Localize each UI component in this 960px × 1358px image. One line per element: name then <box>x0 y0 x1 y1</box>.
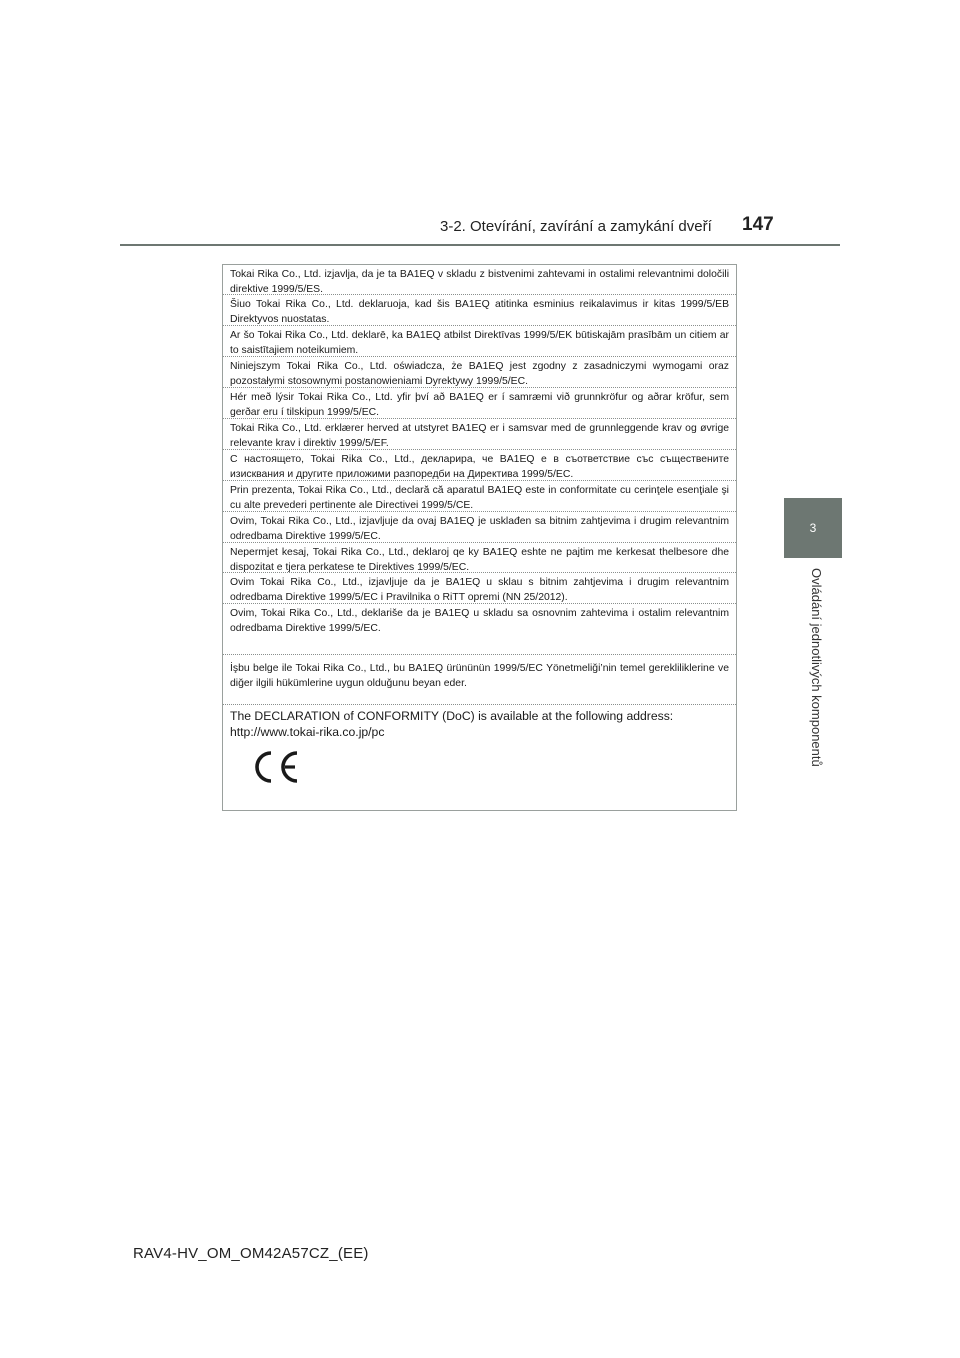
declaration-text: Nepermjet kesaj, Tokai Rika Co., Ltd., deklaroj qe ky BA1EQ eshte ne pajtim me kerkesat thelbesore dhe dispozitat e tjera perkatese te Direktives 1999/5/EC. <box>230 547 729 573</box>
ce-mark-icon <box>247 749 303 785</box>
page-number: 147 <box>742 214 774 235</box>
section-title: 3-2. Otevírání, zavírání a zamykání dveří <box>440 218 712 235</box>
declaration-row <box>223 604 736 655</box>
declaration-text: С настоящето, Tokai Rika Co., Ltd., декларира, че BA1EQ е в съответствие със съществените изисквания и другите приложими разпоредби на Директива 1999/5/EC. <box>230 454 729 481</box>
declaration-row <box>223 265 736 295</box>
declaration-row <box>223 388 736 419</box>
document-code: RAV4-HV_OM_OM42A57CZ_(EE) <box>133 1245 369 1262</box>
chapter-tab <box>784 498 842 558</box>
declaration-row <box>223 512 736 543</box>
declaration-text: Ovim Tokai Rika Co., Ltd., izjavljuje da je BA1EQ u sklau s bitnim zahtjevima i drugim relevantnim odredbama Direktive 1999/5/EC i Pravilnika o RiTT opremi (NN 25/2012). <box>230 577 729 604</box>
doc-notice-url: http://www.tokai-rika.co.jp/pc <box>230 725 385 739</box>
doc-notice-text: The DECLARATION of CONFORMITY (DoC) is available at the following address: <box>230 709 674 723</box>
declaration-text: Šiuo Tokai Rika Co., Ltd. deklaruoja, kad šis BA1EQ atitinka esminius reikalavimus ir kitas 1999/5/EB Direktyvos nuostatas. <box>230 299 729 326</box>
header-divider <box>120 244 840 246</box>
declaration-row <box>223 655 736 705</box>
declaration-text: Prin prezenta, Tokai Rika Co., Ltd., declară că aparatul BA1EQ este in conformitate cu cerinţele esenţiale şi cu alte prevederi pertinente ale Directivei 1999/5/CE. <box>230 485 729 512</box>
declaration-text: Tokai Rika Co., Ltd. izjavlja, da je ta BA1EQ v skladu z bistvenimi zahtevami in ostalimi relevantnimi določili direktive 1999/5/ES. <box>230 269 729 295</box>
declaration-row <box>223 419 736 450</box>
declaration-text: Hér með lýsir Tokai Rika Co., Ltd. yfir því að BA1EQ er í samræmi við grunnkröfur og aðrar kröfur, sem gerðar eru í tilskipun 1999/5/EC. <box>230 392 729 419</box>
declaration-text: İşbu belge ile Tokai Rika Co., Ltd., bu BA1EQ ürününün 1999/5/EC Yönetmeliği’nin temel gerekliliklerine ve diğer ilgili hükümlerine uygun olduğunu beyan eder. <box>230 663 729 690</box>
declaration-row <box>223 573 736 604</box>
declaration-text: Ovim, Tokai Rika Co., Ltd., deklariše da je BA1EQ u skladu sa osnovnim zahtevima i ostalim relevantnim odredbama Direktive 1999/5/EC. <box>230 608 729 635</box>
declaration-row <box>223 326 736 357</box>
declaration-row <box>223 357 736 388</box>
chapter-number: 3 <box>809 521 817 535</box>
declaration-text: Niniejszym Tokai Rika Co., Ltd. oświadcza, że BA1EQ jest zgodny z zasadniczymi wymogami oraz pozostałymi stosownymi postanowieniami Dyrektywy 1999/5/EC. <box>230 361 729 388</box>
declaration-text: Tokai Rika Co., Ltd. erklærer herved at utstyret BA1EQ er i samsvar med de grunnleggende krav og øvrige relevante krav i direktiv 1999/5/EF. <box>230 423 729 450</box>
declaration-text: Ar šo Tokai Rika Co., Ltd. deklarē, ka BA1EQ atbilst Direktīvas 1999/5/EK būtiskajām prasībām un citiem ar to saistītajiem noteikumiem. <box>230 330 729 357</box>
declaration-row <box>223 481 736 512</box>
declaration-row <box>223 295 736 326</box>
declaration-row <box>223 450 736 481</box>
declaration-text: Ovim, Tokai Rika Co., Ltd., izjavljuje da ovaj BA1EQ je usklađen sa bitnim zahtjevima i drugim relevantnim odredbama Direktive 1999/5/EC. <box>230 516 729 543</box>
declaration-box <box>222 264 737 811</box>
declaration-row <box>223 543 736 573</box>
chapter-label: Ovládání jednotlivých komponentů <box>809 568 824 767</box>
